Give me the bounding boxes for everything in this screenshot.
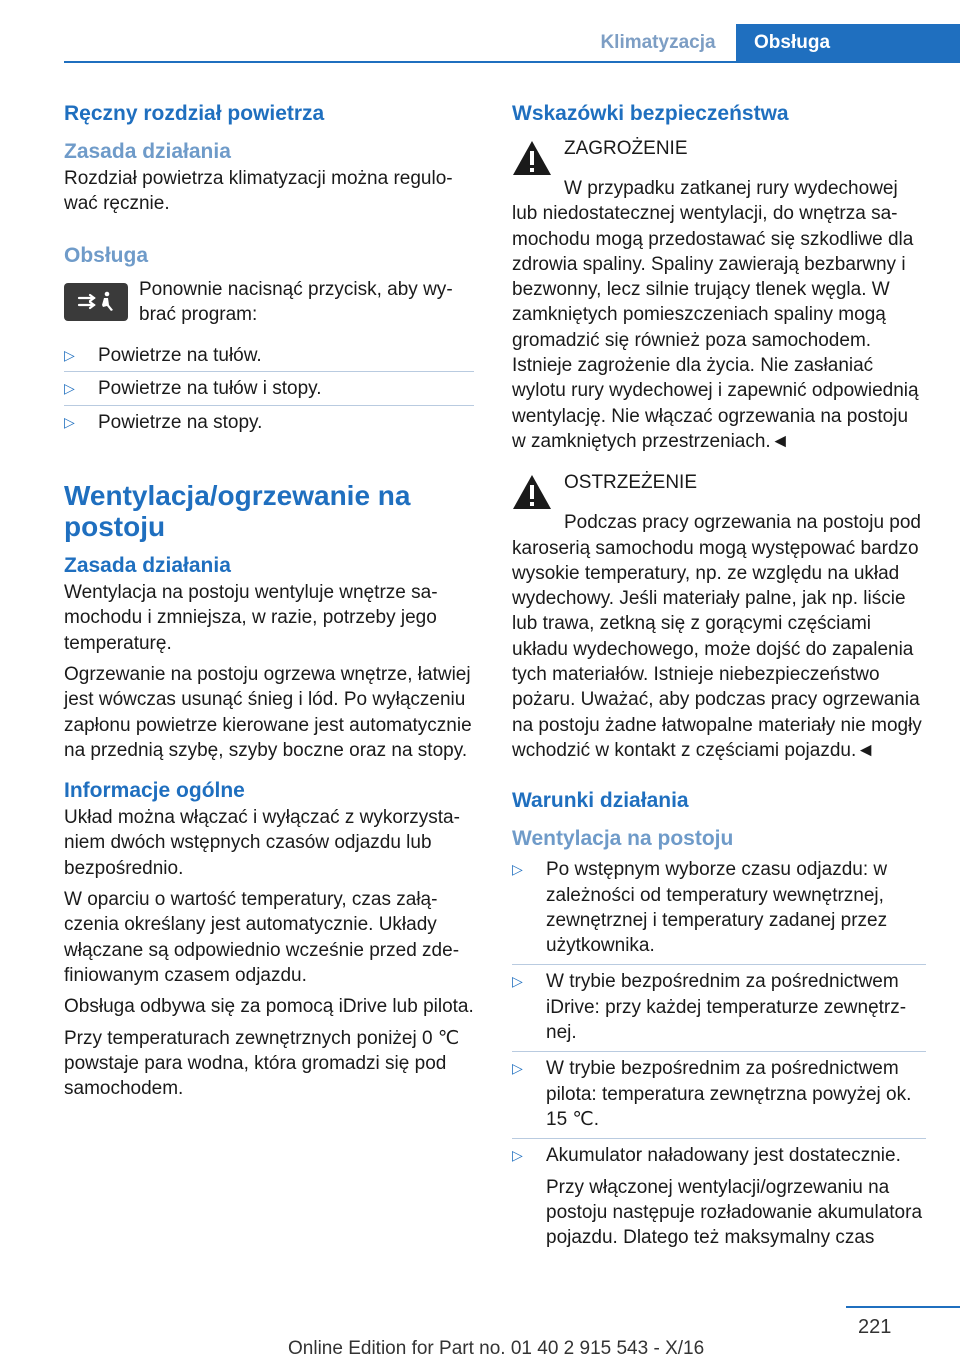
- section-title-safety: Wskazówki bezpieczeństwa: [512, 102, 789, 125]
- left-column: [64, 100, 474, 1101]
- subheading-parking-ventilation: Wentylacja na postoju: [512, 827, 734, 851]
- list-item: ▷ Powietrze na tułów i stopy.: [64, 372, 474, 405]
- paragraph: Przy temperaturach zewnętrznych poniżej 0 ℃ powstaje para wodna, która gromadzi się pod samochodem.: [64, 1027, 460, 1100]
- warning-triangle-icon: [512, 140, 552, 176]
- warning-triangle-icon: [512, 474, 552, 510]
- warning-text: Podczas pracy ogrzewania na postoju pod karoserią samochodu mogą występować bardzo wysokie temperatury, np. ze względu na układ wydechowy. Jeśli materiały palne, jak np. liście lub trawa, zetkną się z gorącymi częściami układu wydechowego, może dojść do zapalenia tych materiałów. Istnieje niebezpieczeństwo pożaru. Uważać, aby podczas pracy ogrzewania na postoju żadne łatwopalne materiały nie mogły wchodzić w kontakt z częściami pojazdu.◄: [512, 512, 922, 761]
- list-item: ▷ Po wstępnym wyborze czasu odjazdu: w zależności od temperatury wewnętrznej, zewnętrznej i temperatury zadanej przez użytkownika.: [512, 853, 926, 965]
- subheading-principle: Zasada działania: [64, 140, 231, 163]
- conditions-list: [512, 853, 926, 1250]
- triangle-bullet-icon: ▷: [64, 413, 75, 430]
- list-item: ▷ Akumulator naładowany jest dostatecznie. Przy włączonej wentylacji/ogrzewaniu na postoju następuje rozładowanie akumulatora pojazdu. Dlatego też maksymalny czas: [512, 1139, 926, 1250]
- edition-footer: Online Edition for Part no. 01 40 2 915 543 - X/16: [288, 1338, 705, 1359]
- subheading-principle: Zasada działania: [64, 554, 231, 578]
- list-item: ▷ Powietrze na tułów.: [64, 339, 474, 372]
- list-item: ▷ Powietrze na stopy.: [64, 406, 474, 438]
- button-instruction: [64, 277, 474, 328]
- subheading-operation: Obsługa: [64, 243, 149, 267]
- warning-caution: [512, 470, 926, 510]
- warning-text: W przypadku zatkanej rury wydechowej lub niedostatecznej wentylacji, do wnętrza samochodu mogą przedostawać się szkodliwe dla zdrowia spaliny. Spaliny zawierają bezbarwny i bezwonny, lecz silnie trujący tlenek węgla. W zamkniętych pomieszczeniach spaliny mogą gromadzić się również poza samochodem. Istnieje zagrożenie dla życia. Nie zasłaniać wylotu rury wydechowej i zapewnić odpowiednią wentylację. Nie włączać ogrzewania na postoju w zamkniętych przestrzeniach.◄: [512, 178, 919, 452]
- triangle-bullet-icon: ▷: [64, 347, 75, 364]
- paragraph: Ogrzewanie na postoju ogrzewa wnętrze, łatwiej jest wówczas usunąć śnieg i lód. Po wyłączeniu zapłonu powietrze kierowane jest automatycznie na przednią szybę, szyby boczne oraz na stopy.: [64, 663, 472, 761]
- paragraph: W oparciu o wartość temperatury, czas załączenia określany jest automatycznie. Układy włączane są odpowiednio wcześnie przed zdefiniowanym czasem odjazdu.: [64, 889, 460, 986]
- header-tab-section: Klimatyzacja: [600, 32, 716, 53]
- triangle-bullet-icon: ▷: [64, 380, 75, 397]
- paragraph: Obsługa odbywa się za pomocą iDrive lub pilota.: [64, 996, 474, 1018]
- air-mode-list: [64, 339, 474, 438]
- footer-rule: [846, 1306, 960, 1308]
- header-rule: [64, 61, 960, 63]
- triangle-bullet-icon: ▷: [512, 1147, 523, 1164]
- list-item-note: Przy włączonej wentylacji/ogrzewaniu na postoju następuje rozładowanie akumulatora pojazdu. Dlatego też maksymalny czas: [546, 1176, 923, 1249]
- header-tab-chapter: Obsługa: [736, 24, 960, 62]
- list-item: ▷ W trybie bezpośrednim za pośrednictwem iDrive: przy każdej temperaturze zewnętrznej.: [512, 965, 926, 1052]
- right-column: [512, 100, 926, 1250]
- triangle-bullet-icon: ▷: [512, 861, 523, 878]
- section-title-manual-air: Ręczny rozdział powietrza: [64, 102, 325, 125]
- page-number: 221: [858, 1316, 892, 1338]
- subheading-general-info: Informacje ogólne: [64, 779, 245, 803]
- warning-label: ZAGROŻENIE: [564, 138, 688, 159]
- section-title-conditions: Warunki działania: [512, 789, 689, 813]
- triangle-bullet-icon: ▷: [512, 1060, 523, 1077]
- warning-danger: [512, 136, 926, 176]
- list-item: ▷ W trybie bezpośrednim za pośrednictwem pilota: temperatura zewnętrzna powyżej ok. 15 ℃.: [512, 1052, 926, 1139]
- triangle-bullet-icon: ▷: [512, 973, 523, 990]
- section-title-parking-ventilation: Wentylacja/ogrzewanie na postoju: [64, 480, 411, 543]
- paragraph: Wentylacja na postoju wentyluje wnętrze samochodu i zmniejsza, w razie, potrzeby jego temperaturę.: [64, 582, 438, 654]
- paragraph: Rozdział powietrza klimatyzacji można regulować ręcznie.: [64, 168, 453, 215]
- paragraph: Układ można włączać i wyłączać z wykorzystaniem dwóch wstępnych czasów odjazdu lub bezpośrednio.: [64, 807, 460, 879]
- air-distribution-button-icon: [64, 283, 128, 321]
- warning-label: OSTRZEŻENIE: [564, 472, 698, 494]
- paragraph: Ponownie nacisnąć przycisk, aby wybrać program:: [139, 278, 453, 325]
